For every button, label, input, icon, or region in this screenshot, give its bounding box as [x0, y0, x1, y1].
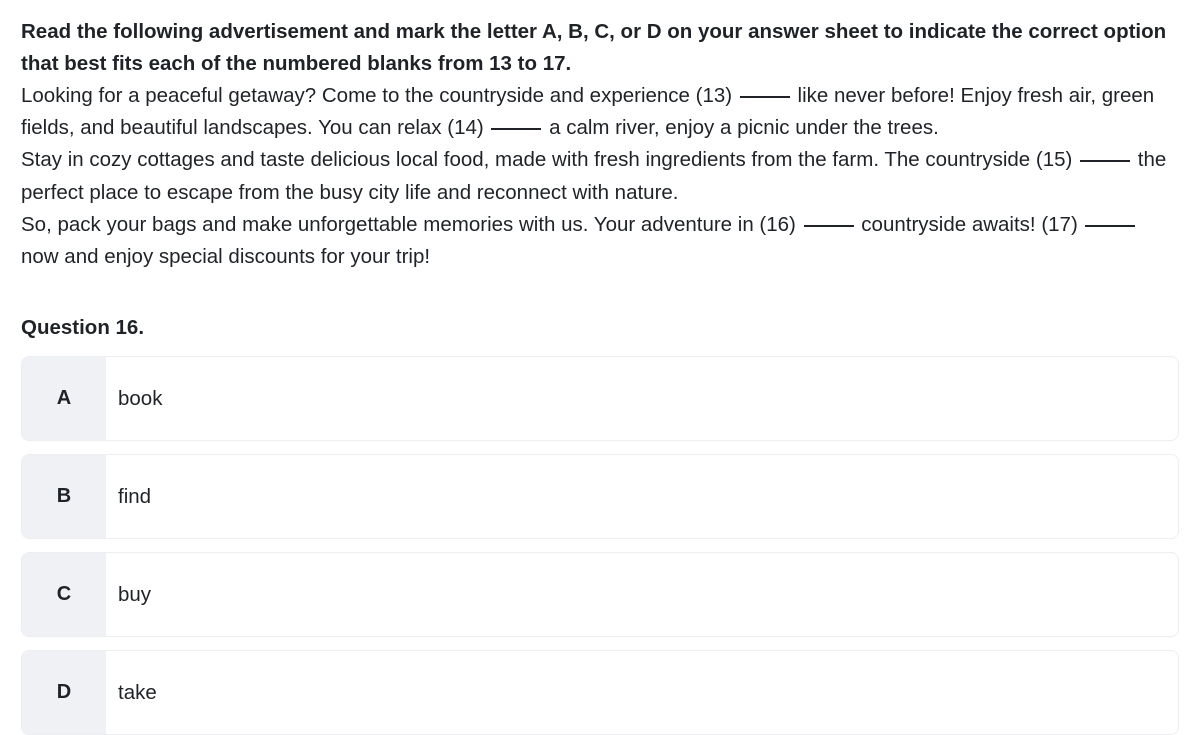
passage-paragraph-2	[21, 144, 1179, 208]
blank-16	[804, 225, 854, 227]
option-text: find	[118, 484, 152, 508]
option-text: take	[118, 680, 157, 704]
passage-text: a calm river, enjoy a picnic under the trees.	[549, 116, 939, 140]
option-a-button[interactable]	[21, 356, 1179, 441]
option-d-button[interactable]	[21, 650, 1179, 735]
passage-text: So, pack your bags and make unforgettable memories with us. Your adventure in (16)	[21, 212, 796, 236]
blank-14	[491, 128, 541, 130]
instruction-text: Read the following advertisement and mark the letter A, B, C, or D on your answer sheet to indicate the correct option that best fits each of the numbered blanks from 13 to 17.	[21, 20, 1167, 75]
question-title: Question 16.	[21, 316, 145, 340]
option-text: buy	[118, 582, 152, 606]
passage-text: now and enjoy special discounts for your trip!	[21, 245, 431, 269]
blank-15	[1080, 160, 1130, 162]
passage-text: Looking for a peaceful getaway? Come to the countryside and experience (13)	[21, 84, 733, 107]
blank-13	[740, 96, 790, 98]
option-letter: A	[22, 357, 106, 440]
passage-text: countryside awaits! (17)	[861, 212, 1078, 236]
passage-paragraph-3	[21, 209, 1179, 273]
passage-text: Stay in cozy cottages and taste delicious local food, made with fresh ingredients from the farm. The countryside (15)	[21, 148, 1073, 172]
option-text: book	[118, 386, 163, 410]
option-letter: B	[22, 455, 106, 538]
option-letter: D	[22, 651, 106, 734]
option-b-button[interactable]	[21, 454, 1179, 539]
blank-17	[1085, 225, 1135, 227]
passage-text: the perfect place to escape from the busy city life and reconnect with nature.	[21, 148, 1167, 204]
passage-paragraph-1	[21, 80, 1179, 144]
option-letter: C	[22, 553, 106, 636]
answer-options	[21, 356, 1179, 735]
passage-text: like never before! Enjoy fresh air, green fields, and beautiful landscapes. You can relax (14)	[21, 84, 1155, 140]
advertisement-passage	[21, 80, 1179, 273]
question-container	[21, 16, 1179, 735]
option-c-button[interactable]	[21, 552, 1179, 637]
